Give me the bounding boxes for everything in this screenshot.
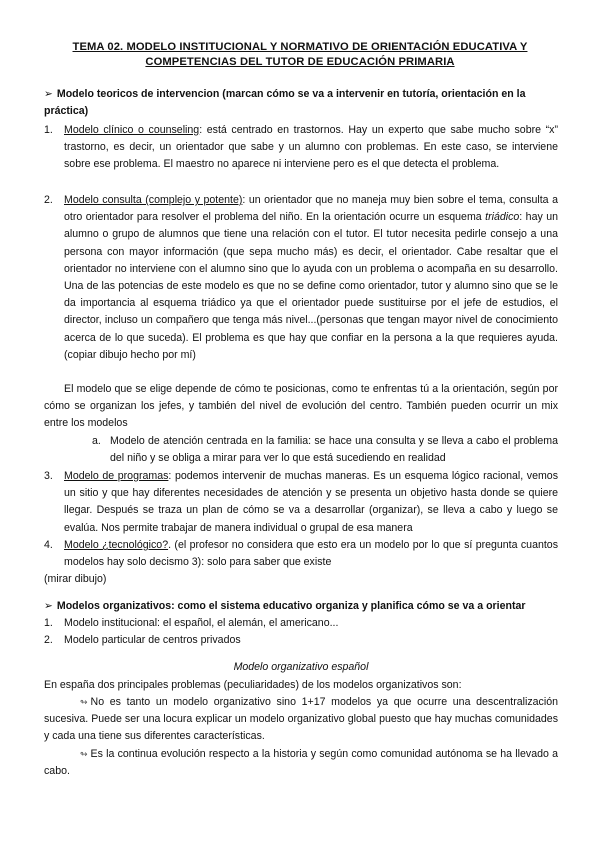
list-item-institutional-model [44,615,558,632]
paragraph-model-choice: El modelo que se elige depende de cómo te posicionas, como te enfrentas tú a la orientación, según por cómo se organizan los jefes, y también del nivel de evolución del centro. También pueden ocurrir un mix entre los modelos [44,383,558,430]
paragraph-intro-problems: En españa dos principales problemas (peculiaridades) de los modelos organizativos son: [44,679,462,691]
model-description: : podemos intervenir de muchas maneras. Es un esquema lógico racional, vemos un sitio y que hay diferentes necesidades de atención y se presenta un objetivo hasta donde se quiere llegar. Después se traza un plan de cómo se va a desarrollar (organizar), se lleva a cabo y luego se evalúa. Nos permite trabajar de manera individual o grupal de esa manera [64,470,558,534]
point-text: No es tanto un modelo organizativo sino 1+17 modelos ya que ocurre una descentralización sucesiva. Puede ser una locura explicar un modelo organizativo global puesto que hay muchas comunidades y cada una tiene sus diferentes características. [44,696,558,743]
model-label: Modelo clínico o counseling [64,124,200,136]
list-number: 1. [44,124,53,136]
list-item-clinical-model [44,122,558,174]
model-label: Modelo ¿tecnológico? [64,539,169,551]
model-italic-term: triádico [485,211,520,224]
arrow-bullet-icon: ➢ [44,88,53,100]
section-heading-text: Modelos organizativos: como el sistema educativo organiza y planifica cómo se va a orientar [56,600,526,612]
document-title [40,40,560,70]
list-item-consultation-model [44,192,558,364]
list-number: 2. [44,194,53,206]
model-label: Modelo consulta (complejo y potente) [64,194,243,206]
list-item-programs-model [44,468,558,537]
model-description: : está centrado en trastornos. Hay un experto que sabe mucho sobre “x” trastorno, es decir, un orientador que sabe y un alumno con problemas. En este caso, se interviene sobre ese problema. El maestro no aparece ni interviene pero es el que detecta el problema. [64,124,558,171]
curved-arrow-icon: ↬ [80,697,88,707]
list-item-text: Modelo institucional: el español, el alemán, el americano... [64,617,339,629]
arrow-bullet-icon: ➢ [44,600,53,612]
section-heading-theoretical-models [44,86,562,120]
list-item-private-model [44,632,558,649]
note-see-drawing: (mirar dibujo) [44,573,107,585]
title-line-1: TEMA 02. MODELO INSTITUCIONAL Y NORMATIVO DE ORIENTACIÓN EDUCATIVA Y [72,41,528,53]
model-description: : un orientador que no maneja muy bien sobre el tema, consulta a otro orientador para resolver el problema del niño. En la orientación ocurre un esquema [64,194,558,224]
list-number: 3. [44,470,53,482]
section-heading-text: Modelo teoricos de intervencion (marcan cómo se va a intervenir en tutoría, orientación en la práctica) [44,88,526,117]
list-number: 4. [44,539,53,551]
subheading-spanish-model: Modelo organizativo español [233,661,369,673]
title-line-2: COMPETENCIAS DEL TUTOR DE EDUCACIÓN PRIMARIA [145,56,455,68]
sub-item-family-model [92,433,558,467]
list-item-text: Modelo particular de centros privados [64,634,241,646]
list-number: 2. [44,634,53,646]
point-text: Es la continua evolución respecto a la historia y según como comunidad autónoma se ha llevado a cabo. [44,748,558,778]
list-item-technological-model [44,537,558,571]
point-continuous-evolution [44,746,558,780]
model-description-continued: : hay un alumno o grupo de alumnos que tiene una relación con el tutor. El tutor necesita pedirle consejo a una persona con mayor información (que sepa mucho más) es decir, el orientador. Cabe resaltar que el orientador no interviene con el alumno sino que lo ayuda con un problema o acompaña en su desarrollo. Una de las potencias de este modelo es que no se define como orientador, tutor y alumno sino que se le da importancia al esquema triádico ya que el orientador puede sustituirse por el jefe de estudios, el director, incluso un compañero que tenga más nivel...(personas que tengan mayor nivel de conocimiento acerca de lo que suceda). El problema es que hay que confiar en la persona a la que requieres ayuda. (copiar dibujo hecho por mí) [64,211,558,361]
sub-item-text: Modelo de atención centrada en la familia: se hace una consulta y se lleva a cabo el problema del niño y se obliga a mirar para ver lo que está sucediendo en realidad [110,435,558,465]
sub-item-letter: a. [92,435,101,447]
model-label: Modelo de programas [64,470,169,482]
curved-arrow-icon: ↬ [80,749,88,759]
point-decentralization [44,694,558,746]
list-number: 1. [44,617,53,629]
section-heading-organizational-models [44,598,562,615]
model-description: . (el profesor no considera que esto era un modelo por lo que sí pregunta cuantos modelos hay solo decismo 3): solo para saber que existe [64,539,558,569]
